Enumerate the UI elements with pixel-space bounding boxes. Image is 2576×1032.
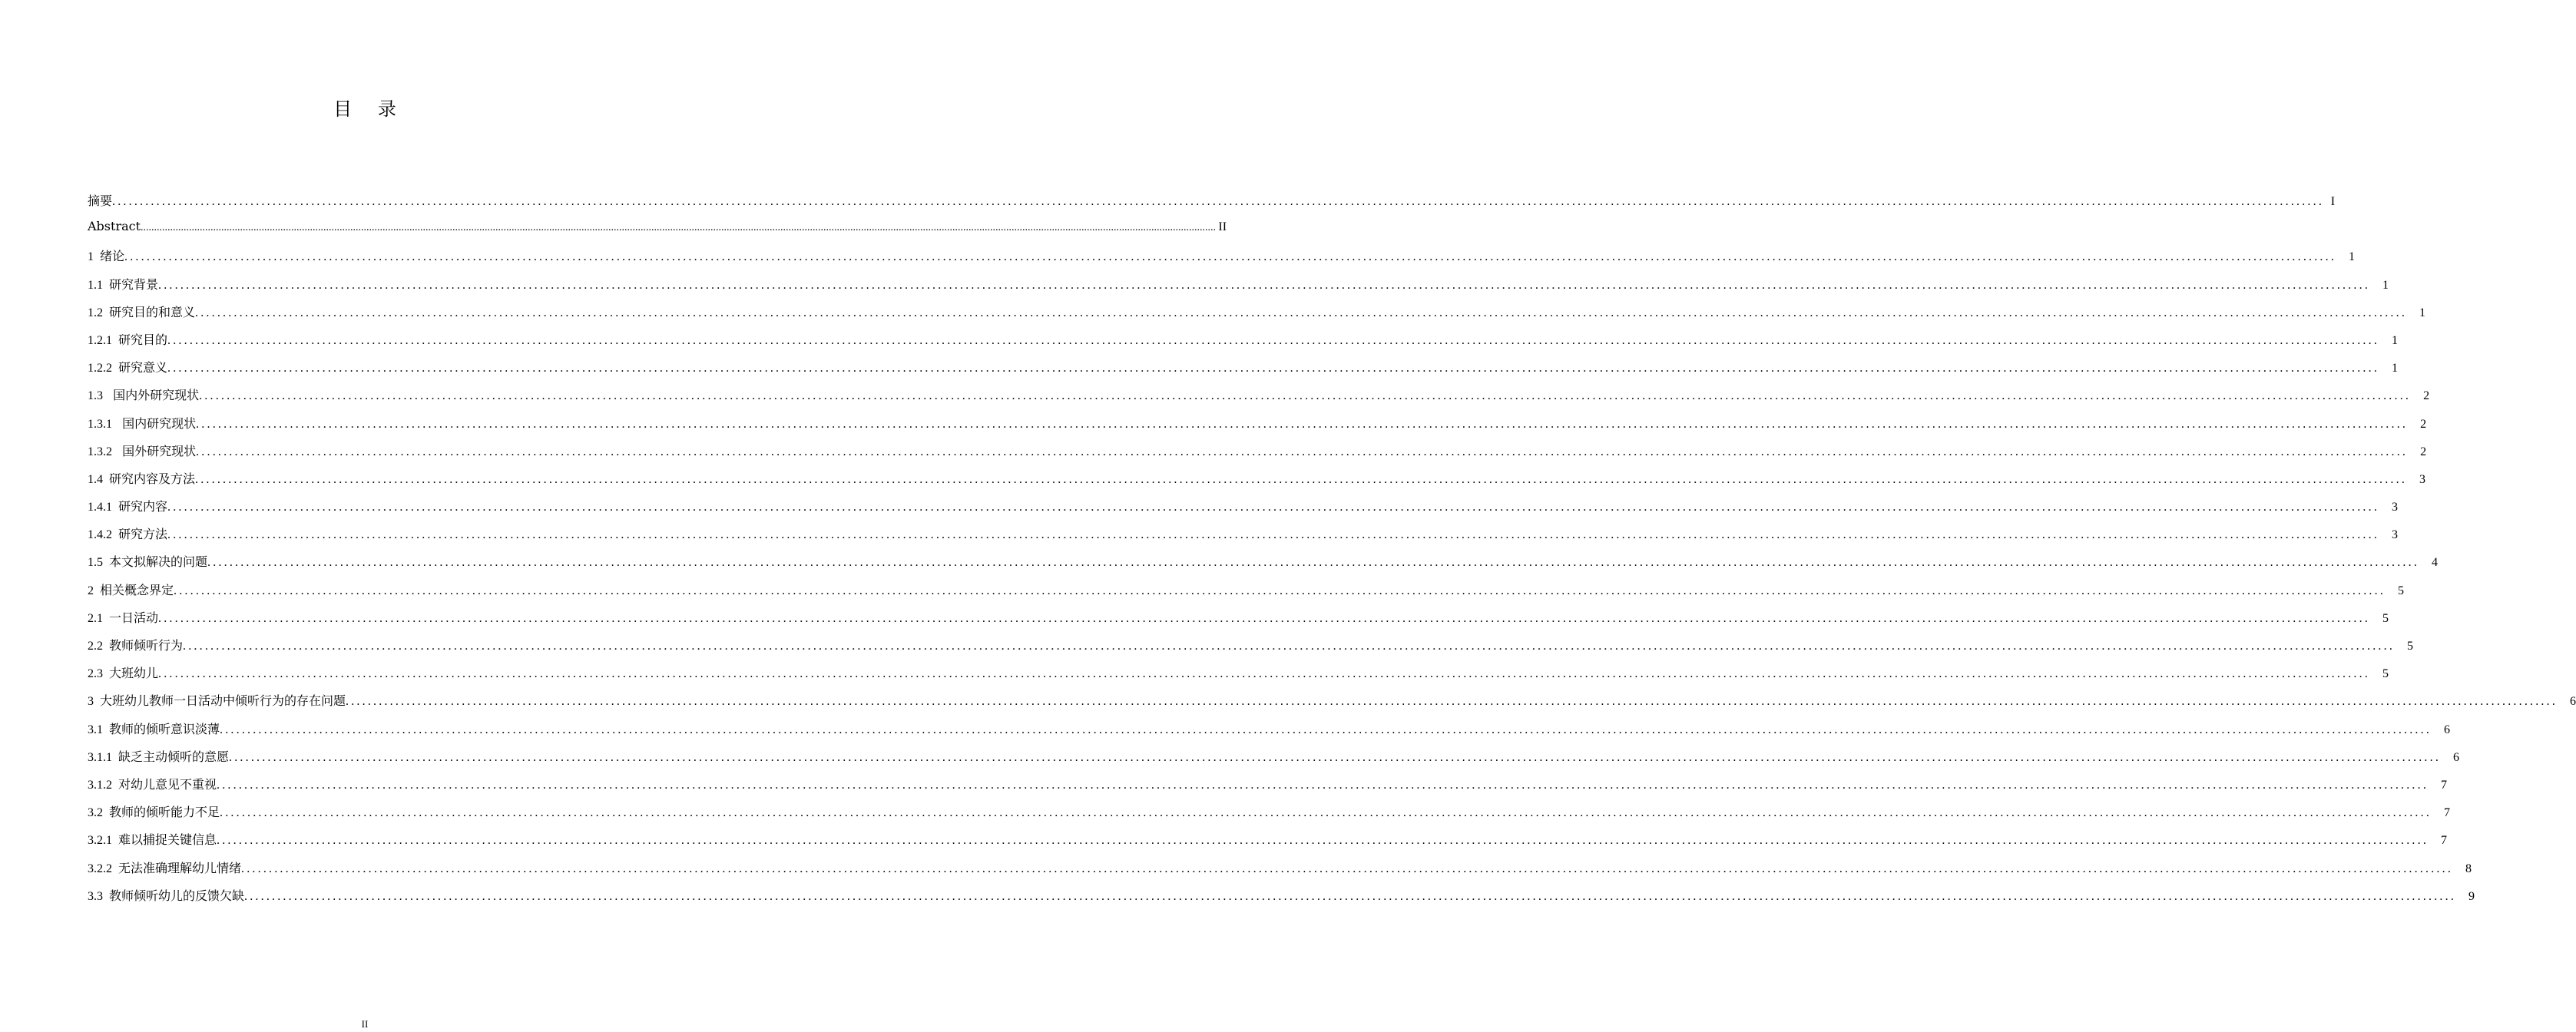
toc-section-title: 研究意义 bbox=[118, 360, 168, 375]
toc-leader-dots: ................................................................................................................................................................................................................................................................................................................................................................................................................ bbox=[195, 306, 2408, 319]
toc-leader-dots: ................................................................................................................................................................................................................................................................................................................................................................................................................ bbox=[158, 611, 2371, 625]
toc-page-number: 2 bbox=[2420, 417, 2427, 431]
toc-section-number: 1 bbox=[88, 250, 94, 264]
toc-section-title: 难以捕捉关键信息 bbox=[118, 832, 217, 848]
toc-section-number: 3 bbox=[88, 695, 94, 709]
toc-entry[interactable] bbox=[88, 747, 2460, 775]
toc-section-title: 绪论 bbox=[100, 249, 125, 264]
toc-section-number: 1.4 bbox=[88, 472, 103, 486]
toc-entry[interactable] bbox=[88, 802, 2451, 830]
toc-entry-label bbox=[88, 219, 141, 233]
toc-section-number: 1.1 bbox=[88, 278, 103, 292]
toc-page-number: 2 bbox=[2423, 389, 2430, 403]
toc-leader-dots: ................................................................................................................................................................................................................................................................................................................................................................................................................ bbox=[183, 640, 2396, 653]
toc-section-title: 教师的倾听能力不足 bbox=[109, 805, 220, 820]
toc-entry-label bbox=[88, 524, 167, 542]
toc-page-number: 3 bbox=[2392, 528, 2399, 542]
toc-section-number: 1.5 bbox=[88, 556, 103, 570]
toc-leader-dots: ................................................................................................................................................................................................................................................................................................................................................................................................................ bbox=[196, 417, 2409, 431]
toc-entry-label bbox=[88, 191, 112, 209]
toc-page-number: I bbox=[2330, 195, 2336, 208]
toc-section-number: 1.4.2 bbox=[88, 528, 112, 542]
toc-page-number: 1 bbox=[2349, 250, 2356, 264]
title-char: 目 bbox=[333, 98, 353, 120]
toc-leader-dots: ................................................................................................................................................................................................................................................................................................................................................................................................................ bbox=[167, 501, 2380, 514]
toc-leader-dots: ................................................................................................................................................................................................................................................................................................................................................................................................................ bbox=[244, 889, 2457, 903]
toc-section-title: 研究目的 bbox=[118, 332, 168, 347]
toc-entry-label bbox=[88, 385, 199, 403]
toc-section-number: 3.1.1 bbox=[88, 750, 112, 764]
toc-leader-dots: ................................................................................................................................................................................................................................................................................................................................................................................................................ bbox=[158, 667, 2371, 681]
toc-page-number: 5 bbox=[2407, 640, 2414, 653]
toc-section-number: 1.2.1 bbox=[88, 333, 112, 347]
toc-entry-label bbox=[88, 552, 207, 570]
toc-leader-dots: ................................................................................................................................................................................................................................................................................................................................................................................................................ bbox=[124, 250, 2337, 264]
toc-entry[interactable] bbox=[88, 608, 2389, 636]
toc-leader-dots: ................................................................................................................................................................................................................................................................................................................................................................................................................ bbox=[112, 195, 2325, 208]
toc-entry[interactable] bbox=[88, 524, 2399, 552]
toc-entry-label bbox=[88, 886, 244, 904]
toc-leader-dots: ................................................................................................................................................................................................................................................................................................................................................................................................................ bbox=[217, 834, 2429, 848]
toc-section-number: 3.2.2 bbox=[88, 862, 112, 875]
toc-entry[interactable] bbox=[88, 636, 2414, 663]
toc-section-number: 2.3 bbox=[88, 667, 103, 681]
toc-entry[interactable] bbox=[88, 303, 2426, 330]
toc-section-number: 1.2.2 bbox=[88, 362, 112, 375]
toc-leader-dots: ................................................................................................................................................................................................................................................................................................................................................................................................................ bbox=[167, 333, 2380, 347]
toc-page-number: 3 bbox=[2419, 472, 2426, 486]
toc-section-title: 缺乏主动倾听的意愿 bbox=[118, 749, 230, 764]
toc-entry[interactable] bbox=[88, 858, 2472, 886]
toc-section-number: 3.2 bbox=[88, 806, 103, 820]
toc-section-title: 摘要 bbox=[88, 194, 113, 208]
toc-section-title: 对幼儿意见不重视 bbox=[118, 776, 217, 792]
toc-page-number: 8 bbox=[2465, 862, 2472, 875]
toc-entry[interactable] bbox=[88, 775, 2448, 802]
toc-entry[interactable] bbox=[88, 275, 2389, 303]
toc-section-title: 大班幼儿 bbox=[109, 666, 159, 681]
toc-section-title: 研究目的和意义 bbox=[109, 304, 196, 319]
toc-entry-label bbox=[88, 414, 196, 432]
toc-entry[interactable] bbox=[88, 385, 2430, 413]
toc-section-number: 3.3 bbox=[88, 889, 103, 903]
toc-section-title: 研究内容 bbox=[118, 499, 168, 514]
toc-section-number: 3.1.2 bbox=[88, 778, 112, 792]
toc-leader-dots: ................................................................................................................................................................................................................................................................................................................................................................................................................ bbox=[346, 695, 2558, 709]
toc-section-number: 1.4.1 bbox=[88, 501, 112, 514]
toc-leader-dots: ................................................................................................................................................................................................................................................................................................................................................................................................................ bbox=[158, 278, 2371, 292]
toc-section-title: 研究背景 bbox=[109, 276, 159, 292]
toc-leader-dots: ................................................................................................................................................................................................................................................................................................................................................................................................................ bbox=[229, 750, 2442, 764]
toc-section-title: 研究方法 bbox=[118, 527, 168, 542]
toc-entry-label bbox=[88, 358, 167, 375]
toc-page-number: 5 bbox=[2398, 584, 2405, 597]
toc-entry-label bbox=[88, 497, 167, 514]
toc-section-number: 2.2 bbox=[88, 640, 103, 653]
toc-entry-label bbox=[88, 636, 183, 653]
toc-section-title: 教师的倾听意识淡薄 bbox=[109, 721, 220, 736]
toc-page-number: 3 bbox=[2392, 501, 2399, 514]
toc-section-title: 国内外研究现状 bbox=[109, 388, 200, 403]
toc-page-number: 1 bbox=[2419, 306, 2426, 319]
toc-page-number: 2 bbox=[2420, 445, 2427, 458]
toc-entry[interactable] bbox=[88, 663, 2389, 691]
footer-page-number: II bbox=[361, 1018, 369, 1030]
toc-entry[interactable] bbox=[88, 580, 2405, 608]
toc-leader-dots: ................................................................................................................................................................................................................................................................................................................................................................................................................ bbox=[174, 584, 2386, 597]
toc-page-number: 6 bbox=[2453, 750, 2460, 764]
toc-entry-label bbox=[88, 691, 346, 709]
table-of-contents bbox=[88, 191, 2576, 914]
toc-leader-dots: ................................................................................................................................................................................................................................................................................................................................................................................................................ bbox=[196, 445, 2409, 458]
toc-page-number: II bbox=[1218, 220, 1227, 234]
toc-leader-dots: ................................................................................................................................................................................................................................................................................................................................................................................................................ bbox=[220, 723, 2432, 736]
toc-section-title: 一日活动 bbox=[109, 610, 159, 625]
toc-entry-label bbox=[88, 608, 158, 626]
toc-section-title: 本文拟解决的问题 bbox=[109, 554, 208, 570]
toc-section-title: 教师倾听行为 bbox=[109, 638, 184, 653]
toc-entry[interactable] bbox=[88, 886, 2475, 914]
toc-page-number: 5 bbox=[2382, 611, 2389, 625]
toc-leader-dots: ................................................................................................................................................................................................................................................................................................................................................................................................................ bbox=[199, 389, 2412, 403]
toc-entry-label bbox=[88, 442, 196, 459]
toc-section-title: 研究内容及方法 bbox=[109, 471, 196, 486]
toc-page-number: 9 bbox=[2468, 889, 2475, 903]
toc-entry-label bbox=[88, 580, 174, 598]
toc-entry[interactable] bbox=[88, 719, 2451, 747]
toc-entry-label bbox=[88, 663, 158, 681]
toc-page-number: 1 bbox=[2382, 278, 2389, 292]
toc-entry-label bbox=[88, 469, 195, 487]
toc-leader-dots: ................................................................................................................................................................................................................................................................................................................................................................................................................ bbox=[141, 222, 1217, 234]
toc-entry[interactable] bbox=[88, 358, 2399, 385]
toc-section-title: 教师倾听幼儿的反馈欠缺 bbox=[109, 888, 245, 903]
toc-leader-dots: ................................................................................................................................................................................................................................................................................................................................................................................................................ bbox=[207, 556, 2420, 570]
toc-entry-label bbox=[88, 830, 217, 848]
toc-entry[interactable] bbox=[88, 552, 2439, 580]
toc-section-number: 1.3.1 bbox=[88, 417, 112, 431]
toc-entry-label bbox=[88, 246, 124, 264]
toc-entry[interactable] bbox=[88, 330, 2399, 358]
toc-entry-label bbox=[88, 858, 241, 876]
toc-page-number: 1 bbox=[2392, 333, 2399, 347]
toc-leader-dots: ................................................................................................................................................................................................................................................................................................................................................................................................................ bbox=[220, 806, 2432, 820]
toc-section-title: 大班幼儿教师一日活动中倾听行为的存在问题 bbox=[100, 693, 346, 709]
toc-entry[interactable] bbox=[88, 691, 2576, 719]
toc-leader-dots: ................................................................................................................................................................................................................................................................................................................................................................................................................ bbox=[167, 528, 2380, 542]
toc-entry-label bbox=[88, 303, 195, 320]
toc-page-number: 5 bbox=[2382, 667, 2389, 681]
title-char: 录 bbox=[377, 98, 396, 120]
toc-entry[interactable] bbox=[88, 497, 2399, 524]
toc-section-number: 3.2.1 bbox=[88, 834, 112, 848]
page-title bbox=[0, 94, 730, 121]
toc-section-number: 3.1 bbox=[88, 723, 103, 736]
toc-leader-dots: ................................................................................................................................................................................................................................................................................................................................................................................................................ bbox=[195, 472, 2408, 486]
toc-entry[interactable] bbox=[88, 246, 2356, 274]
toc-page-number: 1 bbox=[2392, 362, 2399, 375]
toc-section-number: 1.3 bbox=[88, 389, 103, 403]
toc-page-number: 6 bbox=[2444, 723, 2451, 736]
toc-entry-label bbox=[88, 330, 167, 348]
toc-entry[interactable] bbox=[88, 442, 2427, 469]
toc-section-number: 2.1 bbox=[88, 611, 103, 625]
toc-entry-label bbox=[88, 802, 220, 820]
toc-entry[interactable] bbox=[88, 830, 2448, 858]
toc-section-title: 相关概念界定 bbox=[100, 582, 174, 597]
toc-section-number: 1.2 bbox=[88, 306, 103, 319]
toc-section-number: 2 bbox=[88, 584, 94, 597]
toc-page-number: 7 bbox=[2444, 806, 2451, 820]
toc-page-number: 7 bbox=[2441, 834, 2448, 848]
toc-section-title: 国内研究现状 bbox=[118, 415, 197, 431]
toc-page-number: 6 bbox=[2570, 695, 2576, 709]
toc-entry-label bbox=[88, 775, 217, 792]
toc-section-number: 1.3.2 bbox=[88, 445, 112, 458]
toc-leader-dots: ................................................................................................................................................................................................................................................................................................................................................................................................................ bbox=[241, 862, 2454, 875]
toc-entry[interactable] bbox=[88, 414, 2427, 442]
toc-section-title: Abstract bbox=[88, 219, 141, 234]
toc-page-number: 7 bbox=[2441, 778, 2448, 792]
toc-entry[interactable] bbox=[88, 469, 2426, 497]
toc-leader-dots: ................................................................................................................................................................................................................................................................................................................................................................................................................ bbox=[217, 778, 2429, 792]
toc-page-number: 4 bbox=[2432, 556, 2439, 570]
toc-section-title: 国外研究现状 bbox=[118, 443, 197, 458]
toc-entry-label bbox=[88, 275, 158, 293]
toc-entry-label bbox=[88, 747, 229, 765]
toc-entry-label bbox=[88, 719, 220, 737]
toc-section-title: 无法准确理解幼儿情绪 bbox=[118, 860, 242, 875]
toc-entry[interactable] bbox=[88, 219, 1227, 246]
toc-entry[interactable] bbox=[88, 191, 2336, 219]
toc-leader-dots: ................................................................................................................................................................................................................................................................................................................................................................................................................ bbox=[167, 362, 2380, 375]
